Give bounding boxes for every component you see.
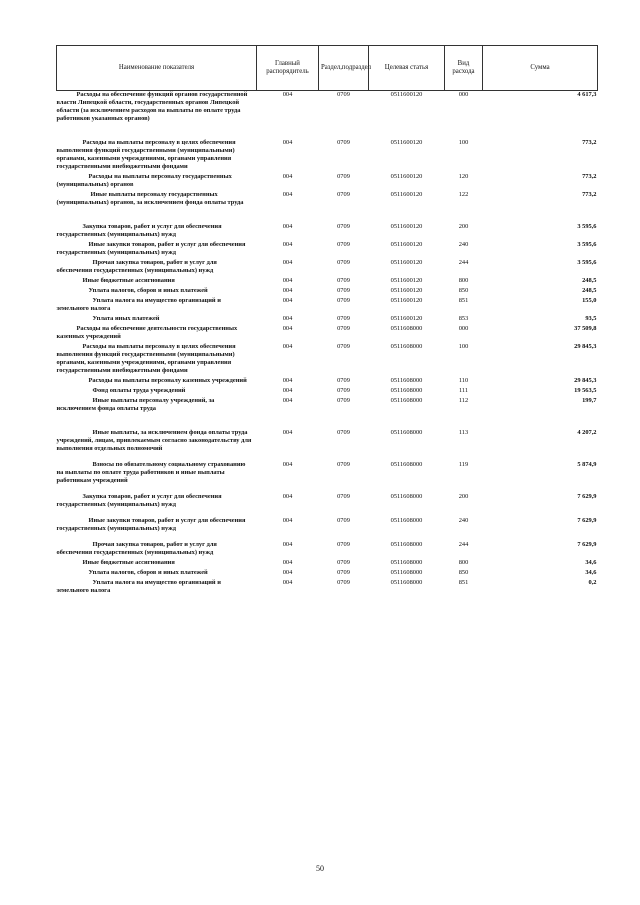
table-row bbox=[57, 91, 598, 126]
row-section-code: 0709 bbox=[337, 139, 350, 146]
row-target-article: 0511608000 bbox=[390, 343, 423, 350]
table-row bbox=[57, 241, 598, 259]
row-amount: 4 617,3 bbox=[577, 91, 597, 98]
table-row bbox=[57, 387, 598, 397]
row-target-article: 0511600120 bbox=[390, 277, 423, 284]
row-administrator-code: 004 bbox=[282, 139, 293, 146]
row-expense-type: 850 bbox=[458, 569, 469, 576]
row-indicator-name: Фонд оплаты труда учреждений bbox=[92, 387, 186, 394]
row-section-code: 0709 bbox=[337, 315, 350, 322]
row-indicator-name: Расходы на выплаты персоналу государственных (муниципальных) органов bbox=[56, 173, 232, 188]
row-expense-type: 240 bbox=[458, 517, 469, 524]
row-indicator-name: Расходы на выплаты персоналу в целях обеспечения выполнения функций государственными (муниципальными) органами, казенными учреждениями, органами управления государственными внебюджетными фондами bbox=[56, 139, 236, 170]
table-row bbox=[57, 579, 598, 597]
row-amount: 155,0 bbox=[582, 297, 597, 304]
budget-table bbox=[56, 45, 598, 597]
row-target-article: 0511608000 bbox=[390, 541, 423, 548]
table-row bbox=[57, 277, 598, 287]
row-expense-type: 112 bbox=[458, 397, 469, 404]
row-expense-type: 240 bbox=[458, 241, 469, 248]
row-indicator-name: Уплата налога на имущество организаций и земельного налога bbox=[56, 579, 221, 594]
row-indicator-name: Иные закупки товаров, работ и услуг для обеспечения государственных (муниципальных) нужд bbox=[56, 241, 246, 256]
row-administrator-code: 004 bbox=[282, 569, 293, 576]
row-section-code: 0709 bbox=[337, 569, 350, 576]
row-target-article: 0511608000 bbox=[390, 397, 423, 404]
table-row bbox=[57, 559, 598, 569]
row-administrator-code: 004 bbox=[282, 259, 293, 266]
row-section-code: 0709 bbox=[337, 191, 350, 198]
row-expense-type: 110 bbox=[458, 377, 469, 384]
row-target-article: 0511600120 bbox=[390, 287, 423, 294]
row-section-code: 0709 bbox=[337, 297, 350, 304]
row-indicator-name: Уплата налога на имущество организаций и земельного налога bbox=[56, 297, 221, 312]
table-row bbox=[57, 173, 598, 191]
row-administrator-code: 004 bbox=[282, 297, 293, 304]
row-target-article: 0511608000 bbox=[390, 387, 423, 394]
table-row bbox=[57, 569, 598, 579]
row-expense-type: 800 bbox=[458, 277, 469, 284]
row-administrator-code: 004 bbox=[282, 461, 293, 468]
row-expense-type: 111 bbox=[458, 387, 469, 394]
row-amount: 773,2 bbox=[582, 139, 597, 146]
table-row bbox=[57, 259, 598, 277]
row-amount: 3 595,6 bbox=[577, 241, 597, 248]
row-indicator-name: Иные бюджетные ассигнования bbox=[82, 277, 175, 284]
row-indicator-name: Уплата налогов, сборов и иных платежей bbox=[88, 287, 208, 294]
row-section-code: 0709 bbox=[337, 461, 350, 468]
table-row bbox=[57, 191, 598, 209]
row-section-code: 0709 bbox=[337, 397, 350, 404]
row-administrator-code: 004 bbox=[282, 191, 293, 198]
row-indicator-name: Взносы по обязательному социальному страхованию на выплаты по оплате труда работников и иные выплаты работникам учреждений bbox=[56, 461, 246, 484]
table-row bbox=[57, 209, 598, 241]
row-expense-type: 113 bbox=[458, 429, 469, 436]
row-expense-type: 100 bbox=[458, 139, 469, 146]
row-target-article: 0511600120 bbox=[390, 173, 423, 180]
row-amount: 773,2 bbox=[582, 173, 597, 180]
row-target-article: 0511608000 bbox=[390, 429, 423, 436]
row-target-article: 0511600120 bbox=[390, 191, 423, 198]
row-amount: 248,5 bbox=[582, 287, 597, 294]
row-section-code: 0709 bbox=[337, 541, 350, 548]
row-amount: 248,5 bbox=[582, 277, 597, 284]
row-target-article: 0511608000 bbox=[390, 461, 423, 468]
row-section-code: 0709 bbox=[337, 493, 350, 500]
row-target-article: 0511600120 bbox=[390, 91, 423, 98]
row-target-article: 0511608000 bbox=[390, 579, 423, 586]
row-expense-type: 122 bbox=[458, 191, 469, 198]
header-section-subsection: Раздел,подраздел bbox=[319, 46, 369, 91]
row-administrator-code: 004 bbox=[282, 223, 293, 230]
row-expense-type: 000 bbox=[458, 325, 469, 332]
row-target-article: 0511600120 bbox=[390, 259, 423, 266]
row-indicator-name: Закупка товаров, работ и услуг для обеспечения государственных (муниципальных) нужд bbox=[56, 493, 222, 508]
row-expense-type: 851 bbox=[458, 579, 469, 586]
row-section-code: 0709 bbox=[337, 223, 350, 230]
row-amount: 7 629,9 bbox=[577, 541, 597, 548]
row-administrator-code: 004 bbox=[282, 315, 293, 322]
row-amount: 37 509,8 bbox=[574, 325, 597, 332]
row-administrator-code: 004 bbox=[282, 579, 293, 586]
row-administrator-code: 004 bbox=[282, 517, 293, 524]
table-row bbox=[57, 535, 598, 559]
row-indicator-name: Расходы на выплаты персоналу в целях обеспечения выполнения функций государственными (муниципальными) органами, казенными учреждениями, органами управления государственными внебюджетными фондами bbox=[56, 343, 236, 374]
table-body bbox=[57, 91, 598, 598]
row-expense-type: 244 bbox=[458, 541, 469, 548]
row-expense-type: 100 bbox=[458, 343, 469, 350]
row-indicator-name: Уплата иных платежей bbox=[92, 315, 160, 322]
row-target-article: 0511600120 bbox=[390, 297, 423, 304]
row-administrator-code: 004 bbox=[282, 173, 293, 180]
row-target-article: 0511600120 bbox=[390, 139, 423, 146]
row-indicator-name: Иные выплаты, за исключением фонда оплаты труда учреждений, лицам, привлекаемым согласно законодательству для выполнения отдельных полномочий bbox=[56, 429, 252, 452]
row-indicator-name: Иные выплаты персоналу учреждений, за исключением фонда оплаты труда bbox=[56, 397, 215, 412]
row-administrator-code: 004 bbox=[282, 377, 293, 384]
row-administrator-code: 004 bbox=[282, 397, 293, 404]
row-section-code: 0709 bbox=[337, 517, 350, 524]
row-target-article: 0511608000 bbox=[390, 325, 423, 332]
row-indicator-name: Расходы на выплаты персоналу казенных учреждений bbox=[88, 377, 247, 384]
row-amount: 19 563,5 bbox=[574, 387, 597, 394]
header-main-administrator: Главный распорядитель bbox=[257, 46, 319, 91]
row-section-code: 0709 bbox=[337, 387, 350, 394]
row-administrator-code: 004 bbox=[282, 541, 293, 548]
row-amount: 34,6 bbox=[585, 569, 597, 576]
row-amount: 7 629,9 bbox=[577, 493, 597, 500]
row-expense-type: 851 bbox=[458, 297, 469, 304]
row-indicator-name: Прочая закупка товаров, работ и услуг для обеспечения государственных (муниципальных) нужд bbox=[56, 541, 217, 556]
row-section-code: 0709 bbox=[337, 91, 350, 98]
row-amount: 29 845,3 bbox=[574, 377, 597, 384]
row-section-code: 0709 bbox=[337, 377, 350, 384]
row-target-article: 0511608000 bbox=[390, 493, 423, 500]
row-section-code: 0709 bbox=[337, 579, 350, 586]
table-row bbox=[57, 325, 598, 343]
table-row bbox=[57, 125, 598, 173]
row-target-article: 0511608000 bbox=[390, 517, 423, 524]
row-expense-type: 200 bbox=[458, 493, 469, 500]
row-amount: 0,2 bbox=[588, 579, 597, 586]
row-section-code: 0709 bbox=[337, 241, 350, 248]
row-section-code: 0709 bbox=[337, 173, 350, 180]
row-administrator-code: 004 bbox=[282, 325, 293, 332]
table-row bbox=[57, 487, 598, 511]
row-amount: 3 595,6 bbox=[577, 259, 597, 266]
row-expense-type: 853 bbox=[458, 315, 469, 322]
row-indicator-name: Расходы на обеспечение функций органов государственной власти Липецкой области, государственных органов Липецкой области (за исключением расходов на выплаты по оплате труда работников указанных органов) bbox=[56, 91, 248, 122]
row-expense-type: 120 bbox=[458, 173, 469, 180]
row-administrator-code: 004 bbox=[282, 277, 293, 284]
row-section-code: 0709 bbox=[337, 559, 350, 566]
row-administrator-code: 004 bbox=[282, 387, 293, 394]
header-amount: Сумма bbox=[483, 46, 598, 91]
row-target-article: 0511600120 bbox=[390, 315, 423, 322]
row-indicator-name: Иные закупки товаров, работ и услуг для обеспечения государственных (муниципальных) нужд bbox=[56, 517, 246, 532]
row-indicator-name: Закупка товаров, работ и услуг для обеспечения государственных (муниципальных) нужд bbox=[56, 223, 222, 238]
row-section-code: 0709 bbox=[337, 259, 350, 266]
row-target-article: 0511608000 bbox=[390, 569, 423, 576]
row-amount: 34,6 bbox=[585, 559, 597, 566]
row-administrator-code: 004 bbox=[282, 241, 293, 248]
table-row bbox=[57, 397, 598, 415]
row-amount: 3 595,6 bbox=[577, 223, 597, 230]
row-administrator-code: 004 bbox=[282, 559, 293, 566]
row-indicator-name: Прочая закупка товаров, работ и услуг для обеспечения государственных (муниципальных) нужд bbox=[56, 259, 217, 274]
table-row bbox=[57, 343, 598, 377]
row-administrator-code: 004 bbox=[282, 343, 293, 350]
header-indicator-name: Наименование показателя bbox=[57, 46, 257, 91]
row-indicator-name: Уплата налогов, сборов и иных платежей bbox=[88, 569, 208, 576]
row-target-article: 0511600120 bbox=[390, 241, 423, 248]
row-expense-type: 119 bbox=[458, 461, 469, 468]
row-indicator-name: Иные выплаты персоналу государственных (муниципальных) органов, за исключением фонда оплаты труда bbox=[56, 191, 244, 206]
row-target-article: 0511608000 bbox=[390, 559, 423, 566]
row-amount: 29 845,3 bbox=[574, 343, 597, 350]
row-expense-type: 200 bbox=[458, 223, 469, 230]
table-row bbox=[57, 297, 598, 315]
table-row bbox=[57, 511, 598, 535]
table-row bbox=[57, 377, 598, 387]
header-target-article: Целевая статья bbox=[369, 46, 445, 91]
row-expense-type: 850 bbox=[458, 287, 469, 294]
row-amount: 773,2 bbox=[582, 191, 597, 198]
row-target-article: 0511600120 bbox=[390, 223, 423, 230]
table-row bbox=[57, 455, 598, 487]
header-expense-type: Вид расхода bbox=[445, 46, 483, 91]
row-administrator-code: 004 bbox=[282, 493, 293, 500]
row-amount: 4 207,2 bbox=[577, 429, 597, 436]
page-number: 50 bbox=[316, 864, 324, 873]
row-target-article: 0511608000 bbox=[390, 377, 423, 384]
row-amount: 199,7 bbox=[582, 397, 597, 404]
row-section-code: 0709 bbox=[337, 277, 350, 284]
row-expense-type: 800 bbox=[458, 559, 469, 566]
row-expense-type: 244 bbox=[458, 259, 469, 266]
row-section-code: 0709 bbox=[337, 287, 350, 294]
row-amount: 93,5 bbox=[585, 315, 597, 322]
row-expense-type: 000 bbox=[458, 91, 469, 98]
table-row bbox=[57, 287, 598, 297]
row-section-code: 0709 bbox=[337, 325, 350, 332]
row-administrator-code: 004 bbox=[282, 287, 293, 294]
table-header-row bbox=[57, 46, 598, 91]
row-section-code: 0709 bbox=[337, 343, 350, 350]
row-administrator-code: 004 bbox=[282, 429, 293, 436]
table-row bbox=[57, 315, 598, 325]
row-amount: 5 874,9 bbox=[577, 461, 597, 468]
row-section-code: 0709 bbox=[337, 429, 350, 436]
table-row bbox=[57, 415, 598, 455]
row-indicator-name: Иные бюджетные ассигнования bbox=[82, 559, 175, 566]
row-administrator-code: 004 bbox=[282, 91, 293, 98]
row-indicator-name: Расходы на обеспечение деятельности государственных казенных учреждений bbox=[56, 325, 238, 340]
row-amount: 7 629,9 bbox=[577, 517, 597, 524]
